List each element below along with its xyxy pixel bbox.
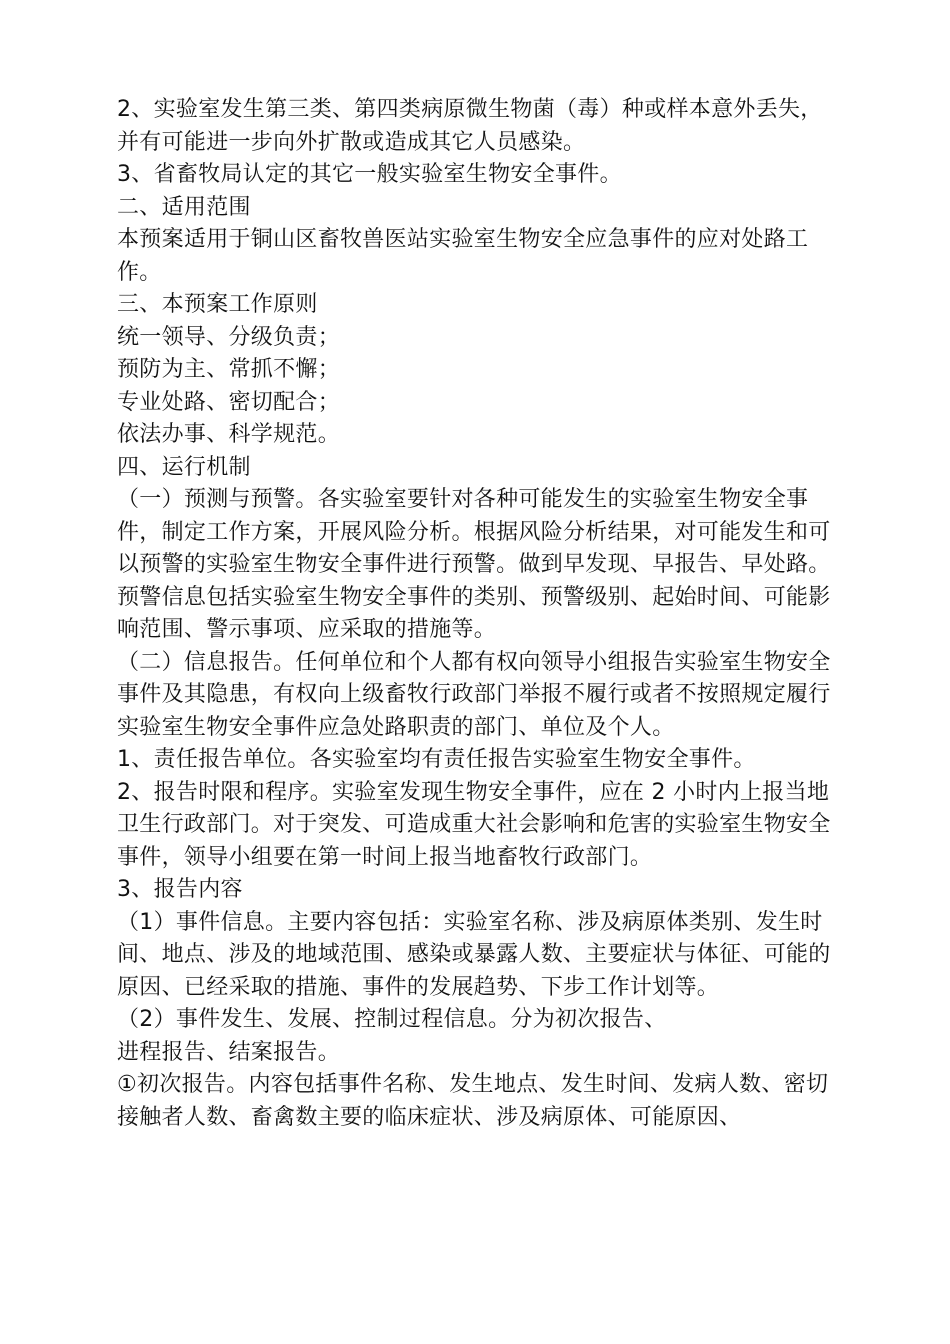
paragraph-scope: 本预案适用于铜山区畜牧兽医站实验室生物安全应急事件的应对处路工作。 (117, 227, 809, 285)
paragraph-event-info: （1）事件信息。主要内容包括：实验室名称、涉及病原体类别、发生时间、地点、涉及的地域范围、感染或暴露人数、主要症状与体征、可能的原因、已经采取的措施、事件的发展趋势、下步工作计划等。 (117, 909, 831, 1000)
paragraph-responsible-unit: 1、责任报告单位。各实验室均有责任报告实验室生物安全事件。 (117, 747, 756, 772)
paragraph-other-events: 3、省畜牧局认定的其它一般实验室生物安全事件。 (117, 162, 622, 187)
principle-item-2: 预防为主、常抓不懈； (117, 357, 341, 382)
paragraph-report-types: 进程报告、结案报告。 (117, 1039, 341, 1065)
heading-principles: 三、本预案工作原则 (117, 292, 318, 317)
principle-item-4: 依法办事、科学规范。 (117, 422, 341, 447)
heading-scope: 二、适用范围 (117, 194, 251, 220)
heading-mechanism: 四、运行机制 (117, 454, 251, 480)
paragraph-forecast-warning: （一）预测与预警。各实验室要针对各种可能发生的实验室生物安全事件，制定工作方案，开展风险分析。根据风险分析结果，对可能发生和可以预警的实验室生物安全事件进行预警。做到早发现、早报告、早处路。预警信息包括实验室生物安全事件的类别、预警级别、起始时间、可能影响范围、警示事项、应采取的措施等。 (117, 487, 831, 642)
paragraph-initial-report: ①初次报告。内容包括事件名称、发生地点、发生时间、发病人数、密切接触者人数、畜禽数主要的临床症状、涉及病原体、可能原因、 (117, 1072, 829, 1130)
paragraph-process-info: （2）事件发生、发展、控制过程信息。分为初次报告、 (117, 1007, 667, 1032)
paragraph-report-deadline: 2、报告时限和程序。实验室发现生物安全事件，应在 2 小时内上报当地卫生行政部门。对于突发、可造成重大社会影响和危害的实验室生物安全事件，领导小组要在第一时间上报当地畜牧行政部门。 (117, 779, 831, 870)
principle-item-3: 专业处路、密切配合； (117, 389, 341, 415)
heading-report-content: 3、报告内容 (117, 877, 243, 902)
document-body (117, 94, 837, 1134)
principle-item-1: 统一领导、分级负责； (117, 324, 341, 350)
paragraph-loss-of-samples: 2、实验室发生第三类、第四类病原微生物菌（毒）种或样本意外丢失，并有可能进一步向外扩散或造成其它人员感染。 (117, 97, 823, 155)
paragraph-information-report: （二）信息报告。任何单位和个人都有权向领导小组报告实验室生物安全事件及其隐患，有权向上级畜牧行政部门举报不履行或者不按照规定履行实验室生物安全事件应急处路职责的部门、单位及个人。 (117, 649, 831, 740)
